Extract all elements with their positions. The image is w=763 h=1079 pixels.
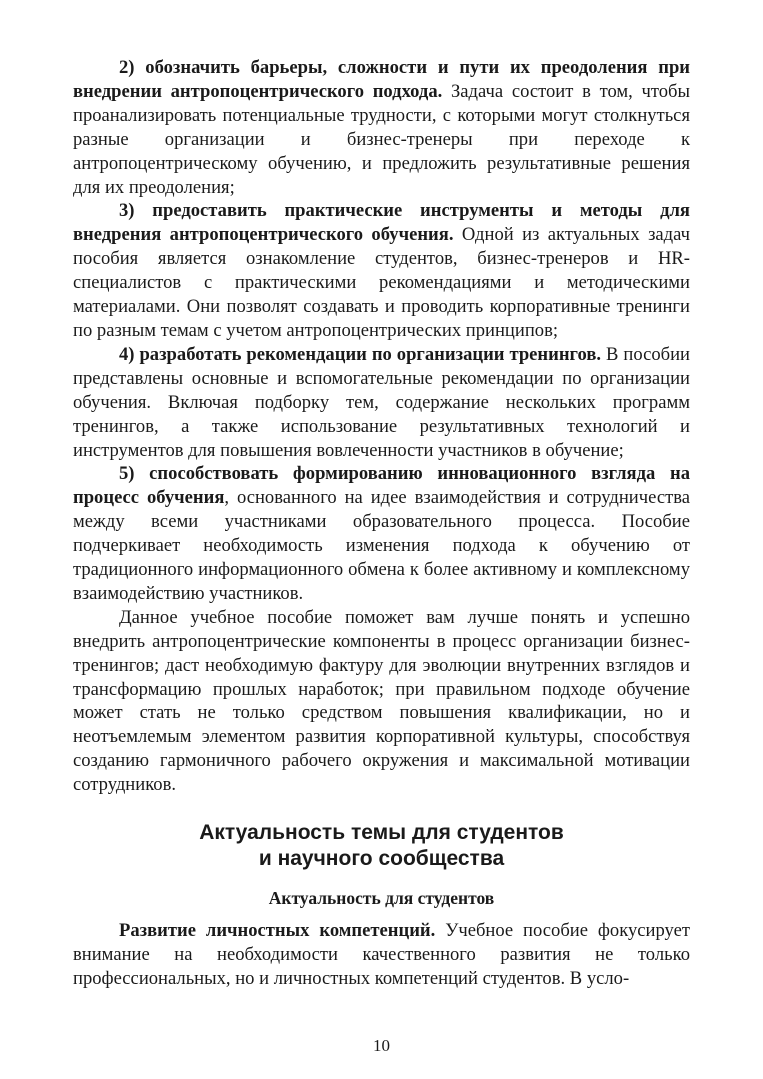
section-heading-line-1: Актуальность темы для студентов xyxy=(199,821,564,845)
paragraph-personal-competencies xyxy=(73,919,690,991)
paragraph-text: Учебное пособие фокусирует внимание на необходимости качественного развития не только профессиональных, но и личностных компетенций студентов. В усло- xyxy=(73,920,690,989)
page-number: 10 xyxy=(373,1036,390,1055)
paragraph-lead: 5) способствовать формированию инновационного взгляда на процесс обучения xyxy=(73,463,690,509)
paragraph-item-4 xyxy=(73,343,690,463)
subsection-heading: Актуальность для студентов xyxy=(268,888,495,909)
paragraph-lead: 3) предоставить практические инструменты и методы для внедрения антропоцентрического обучения. xyxy=(73,200,690,246)
paragraph-text: Данное учебное пособие поможет вам лучше понять и успешно внедрить антропоцентрические компоненты в процесс организации бизнес-тренингов; даст необходимую фактуру для эволюции внутренних взглядов и трансформацию прошлых наработок; при правильном подходе обучение может стать не только средством повышения квалификации, но и неотъемлемым элементом развития корпоративной культуры, способствуя созданию гармоничного рабочего окружения и максимальной мотивации сотрудников. xyxy=(73,606,690,796)
paragraph-text: Задача состоит в том, чтобы проанализировать потенциальные трудности, с которыми могут столкнуться разные организации и бизнес-тренеры при переходе к антропоцентрическому обучению, и предложить результативные решения для их преодоления; xyxy=(73,80,690,198)
paragraph-item-2 xyxy=(73,56,690,199)
paragraph-item-5 xyxy=(73,462,690,605)
paragraph-item-3 xyxy=(73,199,690,342)
paragraph-text: Одной из актуальных задач пособия является ознакомление студентов, бизнес-тренеров и HR-специалистов с практическими рекомендациями и методическими материалами. Они позволят создавать и проводить корпоративные тренинги по разным темам с учетом антропоцентрических принципов; xyxy=(73,224,690,341)
paragraph-text: , основанного на идее взаимодействия и сотрудничества между всеми участниками образовательного процесса. Пособие подчеркивает необходимость изменения подхода к обучению от традиционного информационного обмена к более активному и комплексному взаимодействию участников. xyxy=(73,487,690,604)
paragraph-text: В пособии представлены основные и вспомогательные рекомендации по организации обучения. Включая подборку тем, содержание нескольких программ тренингов, а также использование результативных технологий и инструментов для повышения вовлеченности участников в обучение; xyxy=(73,343,690,461)
paragraph-lead: 4) разработать рекомендации по организации тренингов. xyxy=(119,343,602,365)
section-heading-line-2: и научного сообщества xyxy=(258,847,505,871)
paragraph-lead: Развитие личностных компетенций. xyxy=(119,920,436,941)
paragraph-conclusion xyxy=(73,606,690,797)
page-body xyxy=(73,56,690,991)
section-heading xyxy=(73,820,690,872)
paragraph-lead: 2) обозначить барьеры, сложности и пути их преодоления при внедрении антропоцентрического подхода. xyxy=(73,57,690,102)
